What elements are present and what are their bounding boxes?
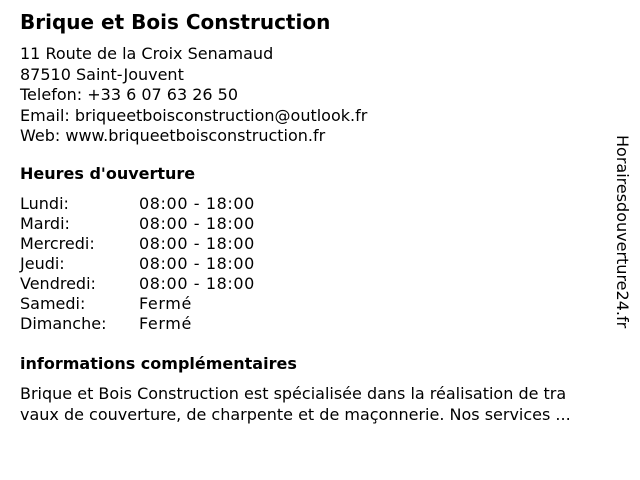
hours-time: Fermé bbox=[139, 294, 192, 313]
opening-hours-heading: Heures d'ouverture bbox=[20, 164, 196, 183]
hours-row-sunday bbox=[20, 314, 255, 334]
hours-time: 08:00 - 18:00 bbox=[139, 274, 255, 293]
hours-time: 08:00 - 18:00 bbox=[139, 234, 255, 253]
phone-number[interactable]: Telefon: +33 6 07 63 26 50 bbox=[20, 85, 239, 104]
hours-day: Vendredi: bbox=[20, 274, 96, 293]
site-watermark: Horairesdouverture24.fr bbox=[613, 135, 632, 329]
additional-info-heading: informations complémentaires bbox=[20, 354, 297, 373]
hours-day: Samedi: bbox=[20, 294, 86, 313]
hours-time: Fermé bbox=[139, 314, 192, 333]
website-link[interactable]: Web: www.briqueetboisconstruction.fr bbox=[20, 126, 326, 145]
hours-day: Lundi: bbox=[20, 194, 69, 213]
business-name: Brique et Bois Construction bbox=[20, 10, 331, 34]
hours-row-friday bbox=[20, 274, 255, 294]
business-description bbox=[20, 384, 620, 425]
hours-row-tuesday bbox=[20, 214, 255, 234]
hours-day: Mardi: bbox=[20, 214, 70, 233]
hours-row-wednesday bbox=[20, 234, 255, 254]
hours-row-thursday bbox=[20, 254, 255, 274]
hours-day: Mercredi: bbox=[20, 234, 95, 253]
hours-day: Jeudi: bbox=[20, 254, 65, 273]
hours-day: Dimanche: bbox=[20, 314, 107, 333]
description-line: Brique et Bois Construction est spécialisée dans la réalisation de tra bbox=[20, 384, 567, 403]
hours-time: 08:00 - 18:00 bbox=[139, 214, 255, 233]
hours-row-saturday bbox=[20, 294, 255, 314]
opening-hours-table bbox=[20, 194, 255, 334]
email-address[interactable]: Email: briqueetboisconstruction@outlook.fr bbox=[20, 105, 368, 125]
description-line: vaux de couverture, de charpente et de maçonnerie. Nos services ... bbox=[20, 404, 571, 424]
contact-block bbox=[20, 44, 367, 147]
hours-time: 08:00 - 18:00 bbox=[139, 254, 255, 273]
hours-time: 08:00 - 18:00 bbox=[139, 194, 255, 213]
hours-row-monday bbox=[20, 194, 255, 214]
address-city: 87510 Saint-Jouvent bbox=[20, 64, 184, 84]
address-street: 11 Route de la Croix Senamaud bbox=[20, 44, 274, 63]
